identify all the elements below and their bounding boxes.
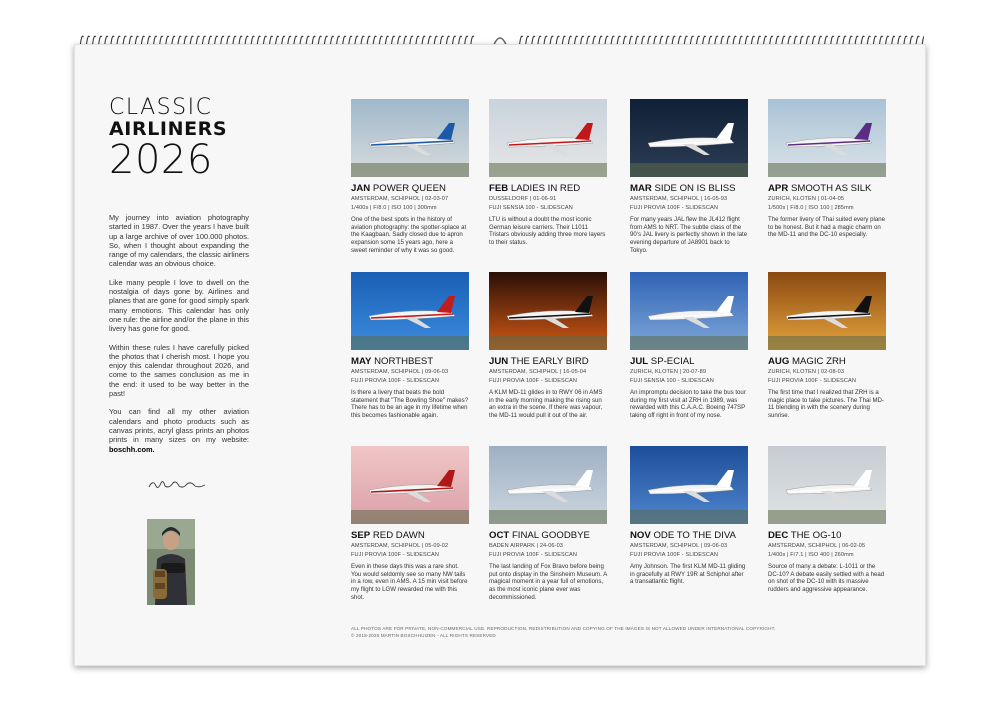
month-card (489, 272, 607, 420)
month-photo (489, 99, 607, 177)
month-abbrev: SEP (351, 530, 371, 541)
calendar-title (109, 95, 249, 183)
month-description: Is there a livery that beats the bold statement that "The Bowling Shoe" makes? There has to be an age in my lifetime when this becomes fashionable again. (351, 389, 469, 420)
month-abbrev: NOV (630, 530, 651, 541)
month-photo (768, 99, 886, 177)
month-photo (768, 446, 886, 524)
photo-location-date: ZURICH, KLOTEN | 02-08-03 (768, 369, 845, 375)
month-card (768, 272, 886, 420)
month-card (489, 446, 607, 602)
month-card (351, 272, 469, 420)
photo-location-date: ZURICH, KLOTEN | 20-07-89 (630, 369, 707, 375)
photo-camera-settings: FUJI PROVIA 100F - SLIDESCAN (768, 378, 856, 384)
copyright-footer (351, 625, 911, 639)
intro-paragraph-website (109, 407, 249, 453)
month-abbrev: JUN (489, 356, 509, 367)
month-card (768, 446, 886, 594)
month-title: POWER QUEEN (372, 183, 446, 194)
month-photo (489, 272, 607, 350)
month-heading (768, 530, 886, 541)
photo-camera-settings: FUJI PROVIA 100F - SLIDESCAN (630, 205, 718, 211)
month-description: The last landing of Fox Bravo before being put onto display in the Sinsheim Museum. A magical moment in a year full of emotions, as the most iconic plane ever was decommissioned. (489, 563, 607, 601)
month-photo (351, 446, 469, 524)
month-description: Amy Johnson. The first KLM MD-11 gliding in gracefully at RWY 19R at Schiphol after a transatlantic flight. (630, 563, 746, 586)
month-heading (630, 183, 748, 194)
month-abbrev: APR (768, 183, 789, 194)
month-abbrev: FEB (489, 183, 509, 194)
month-title: SMOOTH AS SILK (790, 183, 872, 194)
month-description: LTU is without a doubt the most iconic German leisure carriers. Their L1011 Tristars obviously adding three more layers to their status. (489, 216, 606, 247)
photo-location-date: AMSTERDAM, SCHIPHOL | 09-06-03 (630, 543, 728, 549)
photo-camera-settings: FUJI PROVIA 100F - SLIDESCAN (351, 552, 439, 558)
month-title: SIDE ON IS BLISS (654, 183, 736, 194)
month-photo (489, 446, 607, 524)
month-title: FINAL GOODBYE (511, 530, 590, 541)
month-photo (768, 272, 886, 350)
month-title: RED DAWN (372, 530, 425, 541)
intro-website-text: You can find all my other aviation calendars and photo products such as canvas prints, acryl glass prints an photos prints in many sizes on my website: (109, 407, 249, 445)
photo-camera-settings: FUJI PROVIA 100F - SLIDESCAN (351, 378, 439, 384)
month-heading (351, 530, 469, 541)
photo-camera-settings: FUJI PROVIA 100F - SLIDESCAN (489, 552, 577, 558)
month-photo (351, 272, 469, 350)
photo-location-date: AMSTERDAM, SCHIPHOL | 16-05-93 (630, 196, 728, 202)
month-abbrev: AUG (768, 356, 790, 367)
month-abbrev: OCT (489, 530, 510, 541)
calendar-page (74, 44, 926, 666)
photo-location-date: AMSTERDAM, SCHIPHOL | 05-09-02 (351, 543, 449, 549)
month-description: Source of many a debate: L-1011 or the DC-10? A debate easily settled with a head on shot of the DC-10 with its massive rudders and aggressive appearance. (768, 563, 885, 594)
photo-camera-settings: 1/400s | F/7.1 | ISO 400 | 260mm (768, 552, 854, 558)
photo-camera-settings: FUJI PROVIA 100F - SLIDESCAN (630, 552, 718, 558)
month-photo (630, 272, 748, 350)
copyright-notice: ALL PHOTOS ARE FOR PRIVATE, NON-COMMERCIAL USE. REPRODUCTION, REDISTRIBUTION AND COPYING OF THE IMAGES IS NOT ALLOWED UNDER INTERNATIONAL COPYRIGHT. (351, 626, 776, 631)
copyright-line: © 2018-2026 MARTIN BOSCHHUIZEN - ALL RIGHTS RESERVED (351, 633, 496, 638)
intro-text (109, 213, 249, 463)
photo-location-date: DUSSELDORF | 01-06-91 (489, 196, 557, 202)
month-photo (630, 446, 748, 524)
month-title: ODE TO THE DIVA (653, 530, 736, 541)
month-description: For many years JAL flew the JL412 flight from AMS to NRT. The subtle class of the 90's JAL livery is perfectly shown in the late evening departure of JA8901 back to Tokyo. (630, 216, 748, 254)
month-title: MAGIC ZRH (792, 356, 846, 367)
photo-camera-settings: 1/500s | F/8.0 | ISO 100 | 285mm (768, 205, 854, 211)
month-heading (489, 530, 607, 541)
photo-camera-settings: FUJI PROVIA 100F - SLIDESCAN (489, 378, 577, 384)
title-line-airliners: AIRLINERS (109, 118, 228, 140)
title-line-year: 2026 (109, 137, 213, 183)
month-card (630, 99, 748, 255)
photo-location-date: AMSTERDAM, SCHIPHOL | 02-03-07 (351, 196, 449, 202)
month-description: Even in these days this was a rare shot. You would seldomly see so many NW tails in a row, even in AMS. A 15 min visit before my flight to LGW rewarded me with this shot. (351, 563, 468, 601)
month-description: A KLM MD-11 glides in to RWY 06 in AMS in the early morning making the rising sun an extra in the scene. If there was vapour, the MD-11 would pull it out of the air. (489, 389, 603, 420)
month-description: The former livery of Thai suited every plane to be honest. But it had a magic charm on the MD-11 and the DC-10 especially. (768, 216, 886, 239)
photographer-portrait (147, 519, 195, 605)
month-heading (630, 530, 748, 541)
intro-paragraph: My journey into aviation photography started in 1987. Over the years I have built up a large archive of over 100.000 photos. So, when I thought about expanding the range of my calendars, the classic airliners calendar was an obvious choice. (109, 213, 249, 269)
month-card (351, 99, 469, 255)
month-title: LADIES IN RED (510, 183, 581, 194)
month-heading (630, 356, 748, 367)
month-heading (768, 183, 886, 194)
month-title: THE EARLY BIRD (510, 356, 589, 367)
month-description: An impromptu decision to take the bus tour during my first visit at ZRH in 1989, was rewarded with this C.A.A.C. Boeing 747SP taking off right in front of my nose. (630, 389, 746, 420)
month-card (351, 446, 469, 602)
title-line-classic: CLASSIC (109, 95, 213, 120)
photo-camera-settings: 1/400s | F/8.0 | ISO 100 | 300mm (351, 205, 437, 211)
month-heading (489, 183, 607, 194)
month-abbrev: MAR (630, 183, 652, 194)
month-card (489, 99, 607, 247)
photo-location-date: AMSTERDAM, SCHIPHOL | 06-02-05 (768, 543, 866, 549)
month-heading (351, 183, 469, 194)
month-abbrev: JUL (630, 356, 649, 367)
month-title: THE OG-10 (790, 530, 842, 541)
photo-camera-settings: FUJI SENSIA 100 - SLIDESCAN (630, 378, 714, 384)
month-description: One of the best spots in the history of aviation photography: the spotter-splace at the Kaagbaan. Sadly closed due to apron expansion some 15 years ago, here a sweet reminder of why it was so good. (351, 216, 467, 254)
month-abbrev: MAY (351, 356, 372, 367)
photo-camera-settings: FUJI SENSIA 100 - SLIDESCAN (489, 205, 573, 211)
month-title: NORTHBEST (374, 356, 434, 367)
month-heading (489, 356, 607, 367)
photo-location-date: ZURICH, KLOTEN | 01-04-05 (768, 196, 845, 202)
month-photo (351, 99, 469, 177)
photo-location-date: AMSTERDAM, SCHIPHOL | 16-05-04 (489, 369, 587, 375)
month-card (630, 272, 748, 420)
month-description: The first time that I realized that ZRH is a magic place to take pictures. The Thai MD-11 blending in with the scenery during sunrise. (768, 389, 884, 420)
signature-icon (147, 477, 207, 491)
month-photo (630, 99, 748, 177)
month-abbrev: JAN (351, 183, 371, 194)
month-heading (768, 356, 886, 367)
month-card (768, 99, 886, 239)
month-title: SP-ECIAL (650, 356, 695, 367)
photo-location-date: BADEN AIRPARK | 24-06-03 (489, 543, 564, 549)
website-link[interactable]: boschh.com. (109, 444, 155, 454)
intro-paragraph: Within these rules I have carefully picked the photos that I cherish most. I hope you enjoy this calendar throughout 2026, and come to the sames conclusion as me in the end: it used to be way better in the past! (109, 342, 249, 399)
month-abbrev: DEC (768, 530, 789, 541)
month-card (630, 446, 748, 586)
photo-location-date: AMSTERDAM, SCHIPHOL | 09-06-03 (351, 369, 449, 375)
intro-paragraph: Like many people I love to dwell on the nostalgia of days gone by. Airlines and planes that are gone for good simply spark many emotions. This calendar has only one rule: the airline and/or the plane in this livery has gone for good. (109, 277, 249, 334)
month-heading (351, 356, 469, 367)
